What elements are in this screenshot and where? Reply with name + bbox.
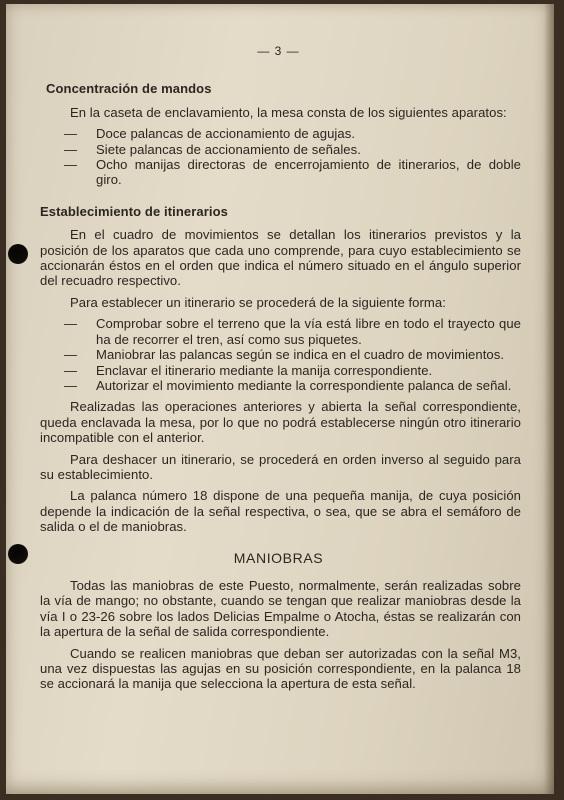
document-page bbox=[6, 4, 554, 794]
list-concentracion bbox=[36, 126, 521, 188]
list-establecimiento bbox=[36, 316, 521, 393]
heading-maniobras: MANIOBRAS bbox=[233, 549, 324, 566]
punch-hole bbox=[8, 544, 28, 564]
paragraph: Realizadas las operaciones anteriores y abierta la señal correspondiente, queda enclavada la mesa, por lo que no podrá establecerse ningún otro itinerario incompatible con el anterior. bbox=[40, 399, 521, 446]
paragraph: En la caseta de enclavamiento, la mesa consta de los siguientes aparatos: bbox=[70, 104, 507, 120]
list-item: — Maniobrar las palancas según se indica en el cuadro de movimientos. bbox=[36, 347, 521, 362]
list-item: — Autorizar el movimiento mediante la correspondiente palanca de señal. bbox=[36, 378, 521, 393]
list-item: — Siete palancas de accionamiento de señales. bbox=[36, 142, 521, 157]
list-item: — Comprobar sobre el terreno que la vía está libre en todo el trayecto que ha de recorrer el tren, así como sus piquetes. bbox=[36, 316, 521, 347]
page-edge-shadow bbox=[544, 4, 554, 794]
paragraph: La palanca número 18 dispone de una pequeña manija, de cuya posición depende la indicación de la señal respectiva, o sea, que se abra el semáforo de salida o el de maniobras. bbox=[40, 488, 521, 535]
heading-concentracion: Concentración de mandos bbox=[46, 81, 212, 97]
paragraph: Para establecer un itinerario se procederá de la siguiente forma: bbox=[70, 294, 446, 310]
list-item: — Ocho manijas directoras de encerrojamiento de itinerarios, de doble giro. bbox=[36, 157, 521, 188]
paragraph: Todas las maniobras de este Puesto, normalmente, serán realizadas sobre la vía de mango; no obstante, cuando se tengan que realizar maniobras desde la vía I o 23-26 sobre los lados Delicias Empalme o Atocha, éstas se realizarán con la apertura de la señal de salida correspondiente. bbox=[40, 577, 521, 640]
list-item: — Doce palancas de accionamiento de agujas. bbox=[36, 126, 521, 141]
punch-hole bbox=[8, 244, 28, 264]
page-content bbox=[36, 44, 521, 698]
list-item: — Enclavar el itinerario mediante la manija correspondiente. bbox=[36, 363, 521, 378]
paragraph: En el cuadro de movimientos se detallan los itinerarios previstos y la posición de los aparatos que cada uno comprende, para cuyo establecimiento se accionarán éstos en el orden que indica el número situado en el ángulo superior del recuadro respectivo. bbox=[40, 227, 521, 289]
paragraph: Para deshacer un itinerario, se procederá en orden inverso al seguido para su establecimiento. bbox=[40, 451, 521, 482]
page-number: — 3 — bbox=[257, 44, 300, 58]
heading-establecimiento: Establecimiento de itinerarios bbox=[40, 203, 228, 219]
paragraph: Cuando se realicen maniobras que deban ser autorizadas con la señal M3, una vez dispuestas las agujas en su posición correspondiente, en la palanca 18 se accionará la manija que selecciona la apertura de esta señal. bbox=[40, 645, 521, 692]
